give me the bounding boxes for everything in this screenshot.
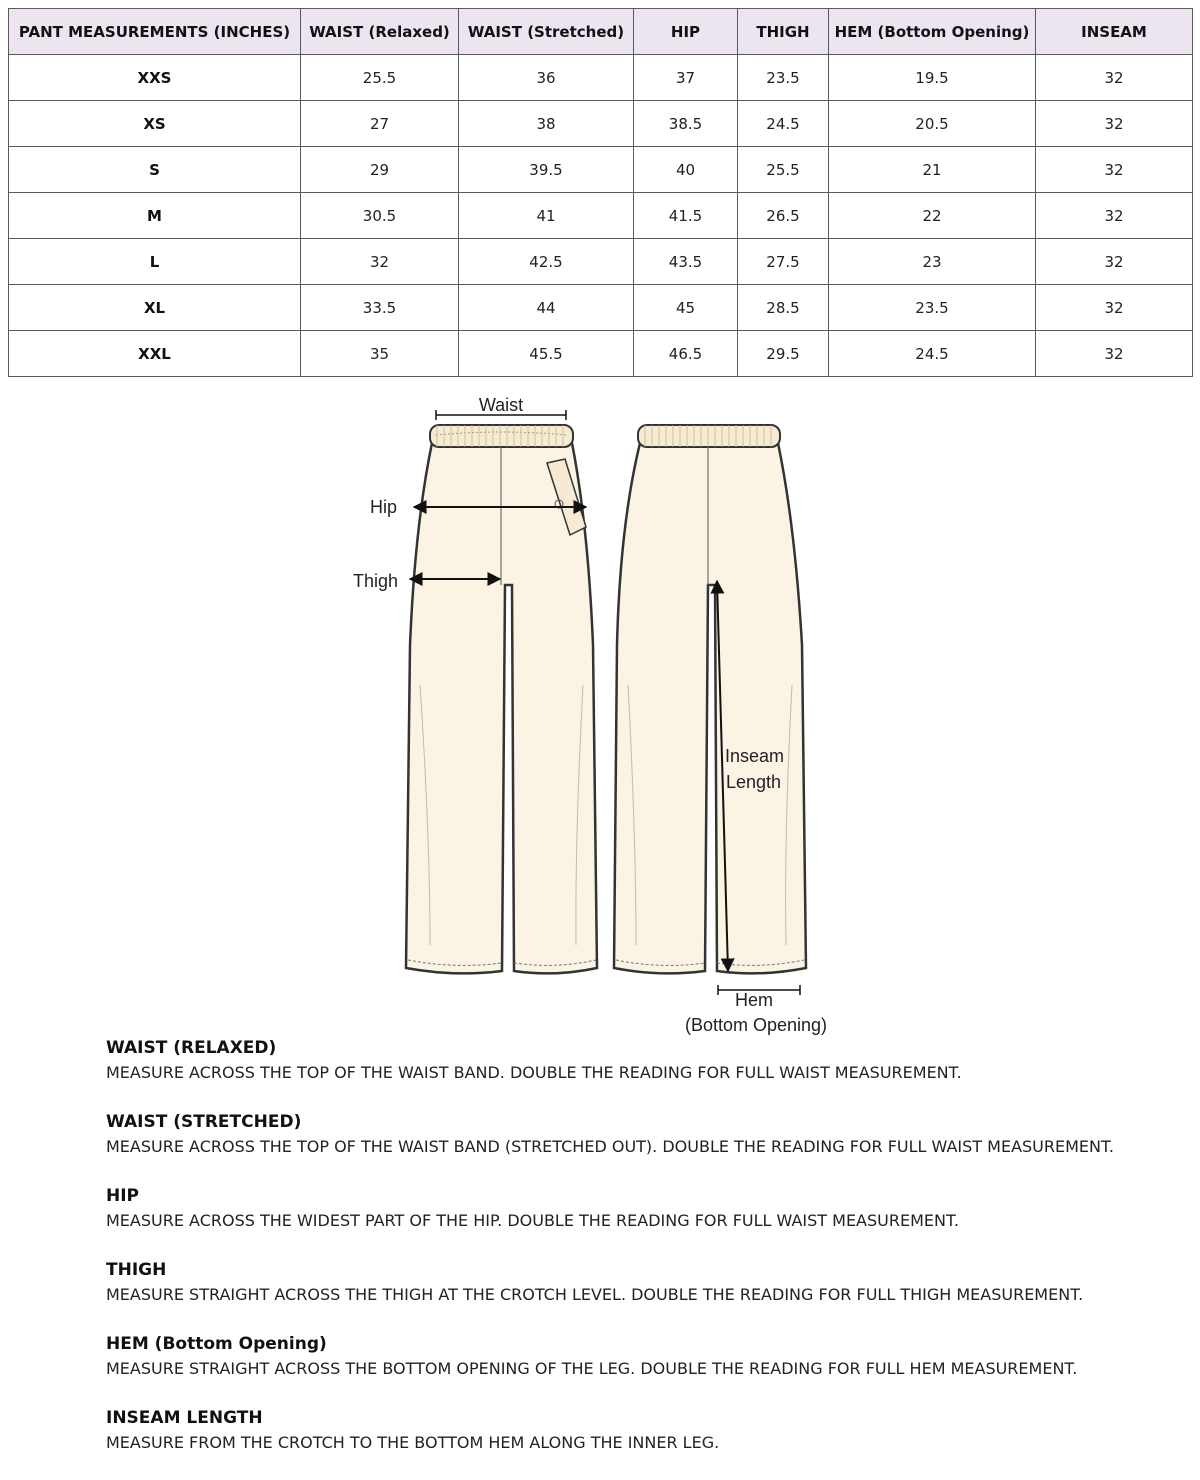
measurement-cell: 35: [301, 331, 459, 377]
measurement-cell: 23.5: [829, 285, 1036, 331]
measurement-cell: 33.5: [301, 285, 459, 331]
measurement-cell: 30.5: [301, 193, 459, 239]
note-title: HIP: [106, 1186, 140, 1206]
measurement-cell: 32: [301, 239, 459, 285]
header-cell: THIGH: [738, 9, 829, 55]
pants-diagram: [340, 385, 840, 1035]
note-thigh: [106, 1258, 1196, 1308]
size-cell: XXL: [9, 331, 301, 377]
measurement-cell: 22: [829, 193, 1036, 239]
measurement-cell: 32: [1036, 239, 1193, 285]
size-cell: XL: [9, 285, 301, 331]
table-row: [9, 55, 1193, 101]
note-title: WAIST (STRETCHED): [106, 1112, 302, 1132]
measurement-cell: 25.5: [738, 147, 829, 193]
measurement-cell: 24.5: [829, 331, 1036, 377]
note-title: HEM (Bottom Opening): [106, 1334, 327, 1354]
size-cell: L: [9, 239, 301, 285]
header-cell: HIP: [634, 9, 738, 55]
size-cell: M: [9, 193, 301, 239]
measurement-cell: 27: [301, 101, 459, 147]
measurement-cell: 25.5: [301, 55, 459, 101]
back-pants-illustration: [614, 425, 806, 973]
measurement-cell: 32: [1036, 101, 1193, 147]
size-cell: S: [9, 147, 301, 193]
measurement-cell: 32: [1036, 147, 1193, 193]
note-text: MEASURE ACROSS THE TOP OF THE WAIST BAND (STRETCHED OUT). DOUBLE THE READING FOR FULL WAIST MEASUREMENT.: [106, 1137, 1114, 1156]
measurement-cell: 23: [829, 239, 1036, 285]
measurement-cell: 39.5: [459, 147, 634, 193]
measurement-cell: 45.5: [459, 331, 634, 377]
table-row: [9, 239, 1193, 285]
measurement-cell: 38: [459, 101, 634, 147]
measurement-cell: 32: [1036, 331, 1193, 377]
table-row: [9, 147, 1193, 193]
measurement-cell: 24.5: [738, 101, 829, 147]
measurement-cell: 32: [1036, 193, 1193, 239]
measurement-cell: 36: [459, 55, 634, 101]
thigh-label: Thigh: [352, 571, 398, 591]
measurement-cell: 45: [634, 285, 738, 331]
note-waist-stretched: [106, 1110, 1196, 1160]
hem-label-line1: Hem: [734, 990, 774, 1010]
note-title: WAIST (RELAXED): [106, 1038, 277, 1058]
note-text: MEASURE STRAIGHT ACROSS THE BOTTOM OPENING OF THE LEG. DOUBLE THE READING FOR FULL HEM MEASUREMENT.: [106, 1359, 1078, 1378]
measurement-cell: 40: [634, 147, 738, 193]
note-text: MEASURE STRAIGHT ACROSS THE THIGH AT THE CROTCH LEVEL. DOUBLE THE READING FOR FULL THIGH MEASUREMENT.: [106, 1285, 1084, 1304]
measurement-cell: 20.5: [829, 101, 1036, 147]
measurement-cell: 42.5: [459, 239, 634, 285]
measurement-instructions: [106, 1036, 1196, 1480]
measurement-cell: 37: [634, 55, 738, 101]
header-cell: WAIST (Relaxed): [301, 9, 459, 55]
hip-label: Hip: [369, 497, 397, 517]
note-title: THIGH: [106, 1260, 167, 1280]
header-cell: PANT MEASUREMENTS (INCHES): [9, 9, 301, 55]
measurement-cell: 29: [301, 147, 459, 193]
inseam-label-line1: Inseam: [725, 746, 785, 766]
measurement-cell: 38.5: [634, 101, 738, 147]
measurement-cell: 44: [459, 285, 634, 331]
table-row: [9, 193, 1193, 239]
note-text: MEASURE ACROSS THE TOP OF THE WAIST BAND. DOUBLE THE READING FOR FULL WAIST MEASUREMENT.: [106, 1063, 962, 1082]
measurement-cell: 43.5: [634, 239, 738, 285]
measurement-cell: 19.5: [829, 55, 1036, 101]
note-hem: [106, 1332, 1196, 1382]
measurement-cell: 27.5: [738, 239, 829, 285]
inseam-label-line2: Length: [726, 772, 782, 792]
size-cell: XXS: [9, 55, 301, 101]
note-text: MEASURE ACROSS THE WIDEST PART OF THE HIP. DOUBLE THE READING FOR FULL WAIST MEASUREMENT.: [106, 1211, 959, 1230]
measurement-cell: 28.5: [738, 285, 829, 331]
measurement-cell: 21: [829, 147, 1036, 193]
table-body: [9, 55, 1193, 377]
table-row: [9, 101, 1193, 147]
header-cell: HEM (Bottom Opening): [829, 9, 1036, 55]
table-row: [9, 285, 1193, 331]
table-header-row: [9, 9, 1193, 55]
header-cell: WAIST (Stretched): [459, 9, 634, 55]
note-waist-relaxed: [106, 1036, 1196, 1086]
header-cell: INSEAM: [1036, 9, 1193, 55]
size-chart-table: [8, 8, 1193, 377]
note-inseam: [106, 1406, 1196, 1456]
measurement-cell: 29.5: [738, 331, 829, 377]
measurement-cell: 32: [1036, 55, 1193, 101]
measurement-cell: 23.5: [738, 55, 829, 101]
note-hip: [106, 1184, 1196, 1234]
measurement-cell: 41: [459, 193, 634, 239]
table-row: [9, 331, 1193, 377]
measurement-cell: 46.5: [634, 331, 738, 377]
size-cell: XS: [9, 101, 301, 147]
note-text: MEASURE FROM THE CROTCH TO THE BOTTOM HEM ALONG THE INNER LEG.: [106, 1433, 720, 1452]
note-title: INSEAM LENGTH: [106, 1408, 263, 1428]
waist-label: Waist: [478, 395, 524, 415]
measurement-cell: 32: [1036, 285, 1193, 331]
measurement-cell: 41.5: [634, 193, 738, 239]
measurement-cell: 26.5: [738, 193, 829, 239]
hem-label-line2: (Bottom Opening): [684, 1015, 828, 1035]
